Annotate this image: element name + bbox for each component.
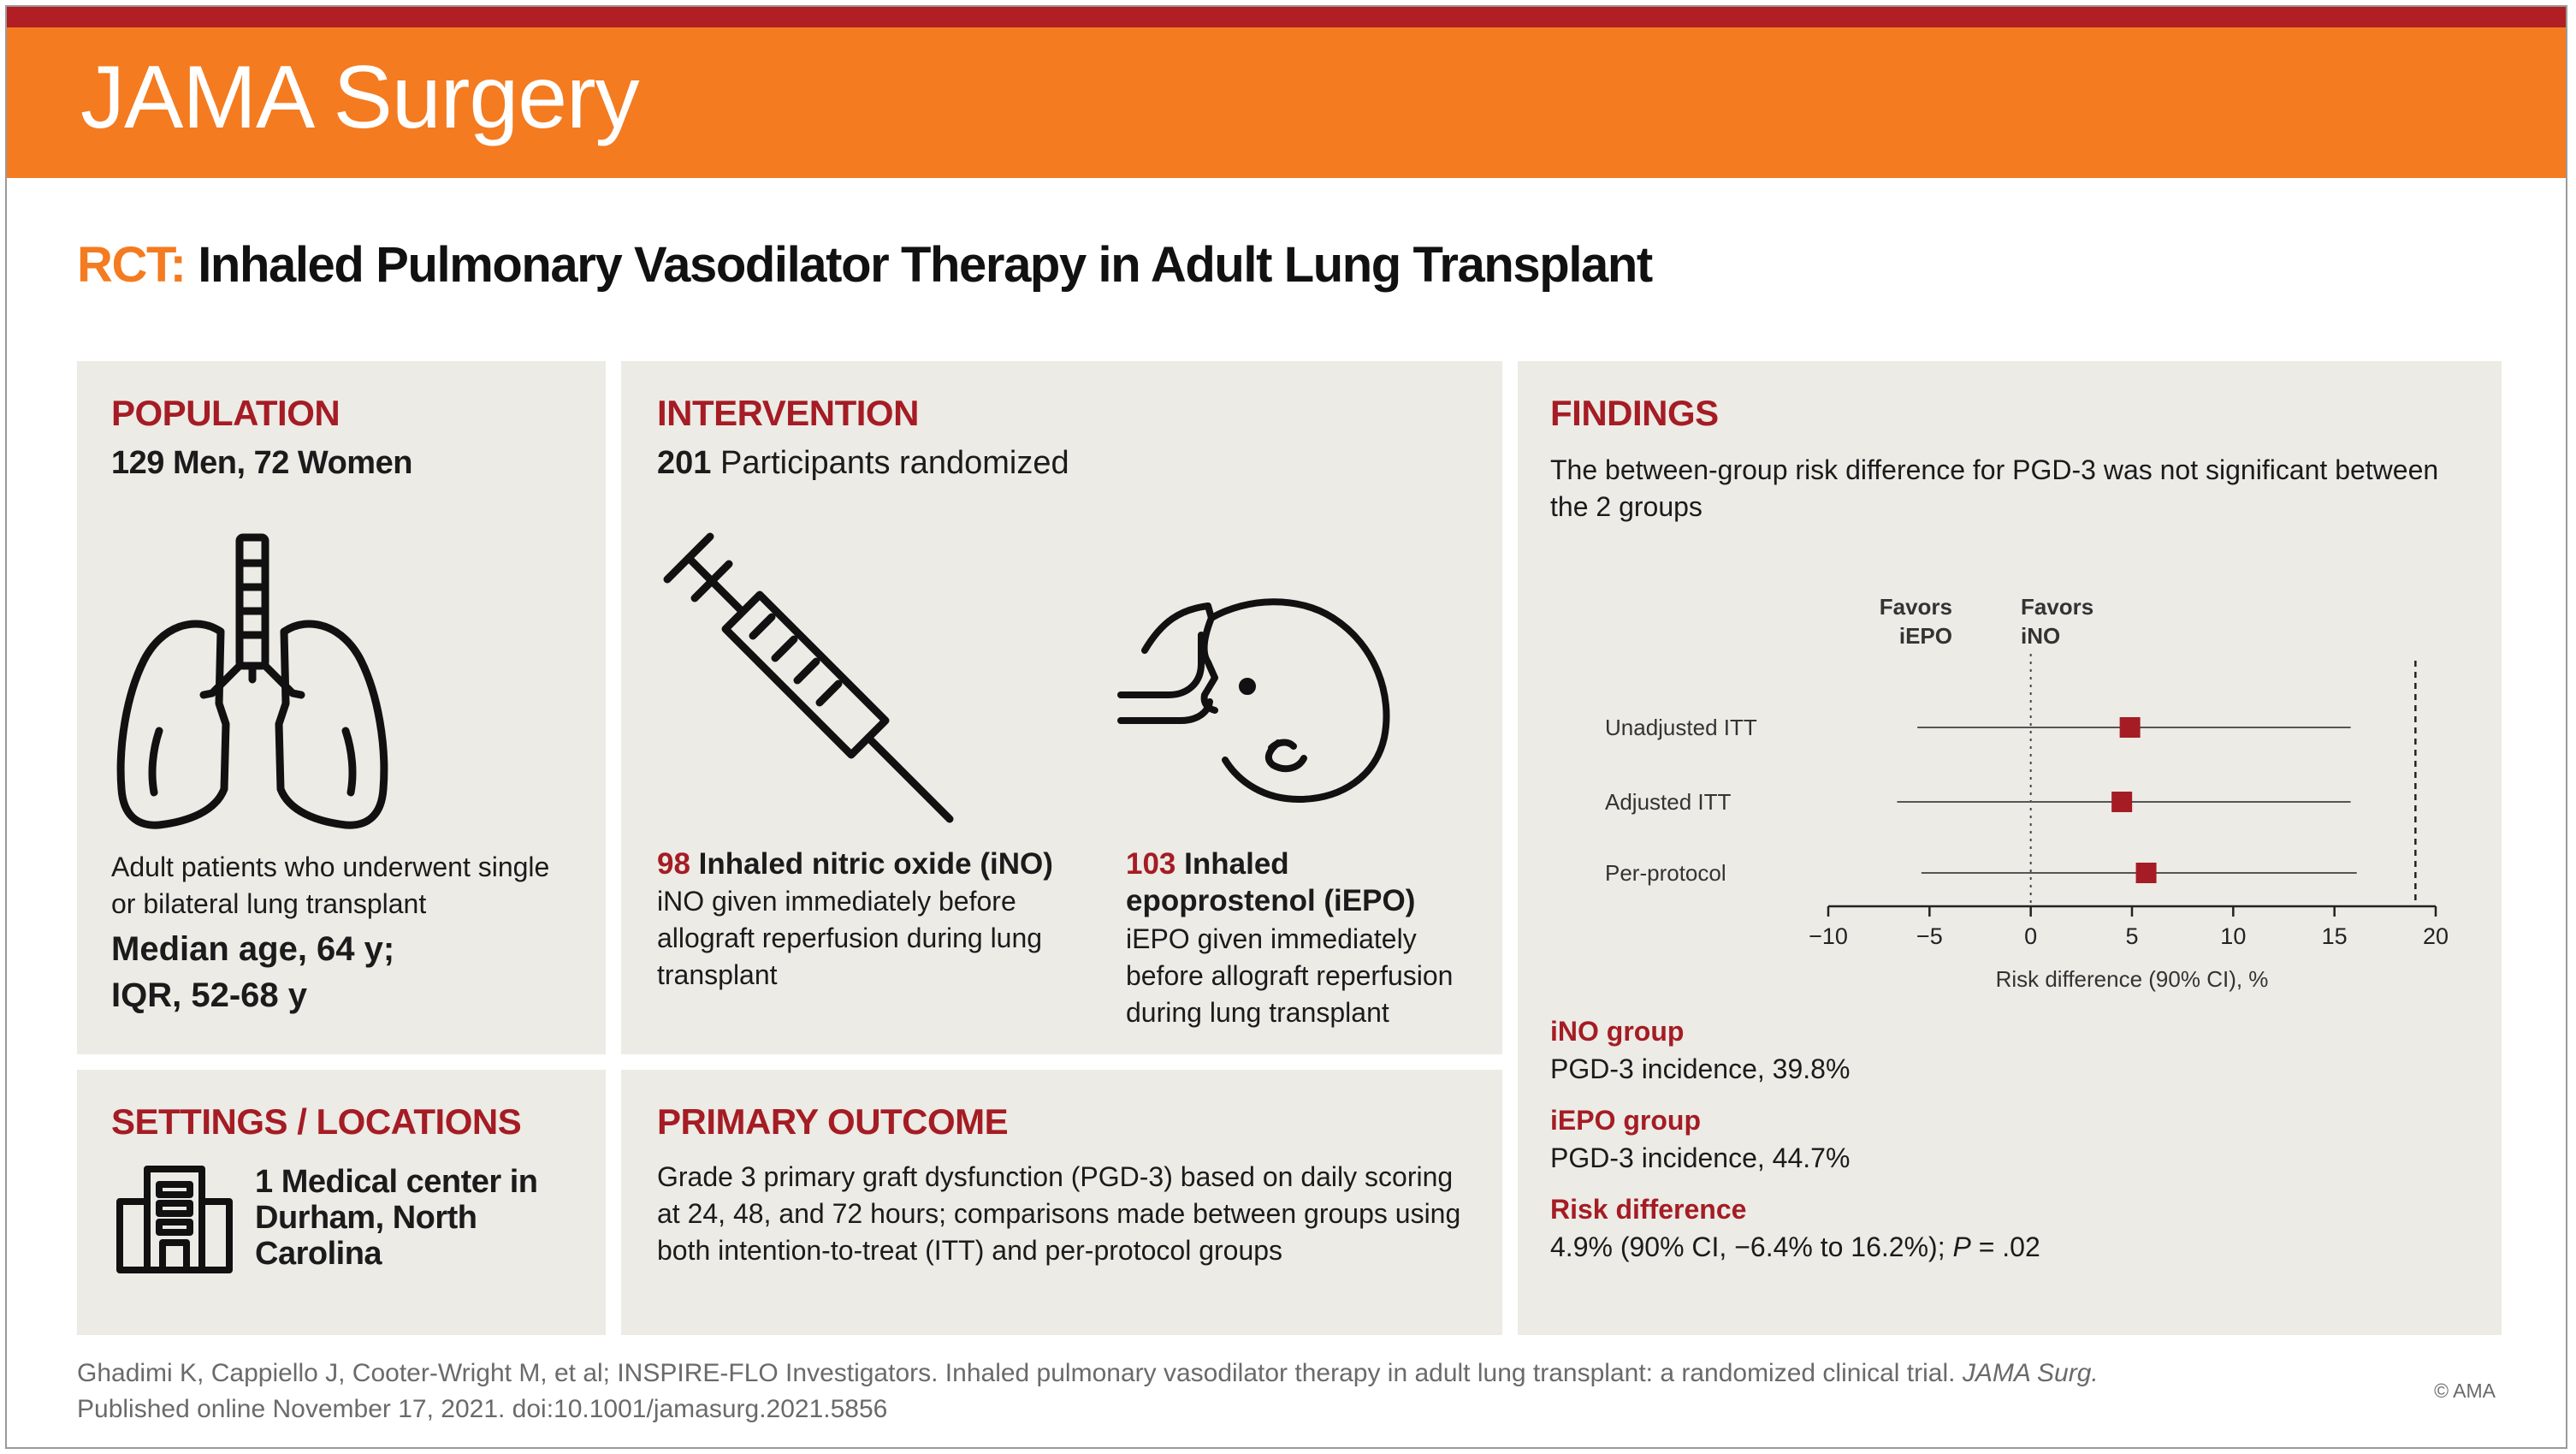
citation-published: Published online November 17, 2021. doi:10.1001/jamasurg.2021.5856	[77, 1395, 888, 1423]
page-title	[77, 238, 1652, 293]
favors-right-line1: Favors	[2021, 594, 2094, 620]
population-heading: POPULATION	[111, 393, 341, 433]
arm-ino-name: Inhaled nitric oxide (iNO)	[698, 847, 1053, 881]
x-tick-label: −10	[1809, 923, 1848, 949]
syringe-icon	[659, 528, 967, 836]
primary-outcome-heading: PRIMARY OUTCOME	[657, 1101, 1009, 1142]
group2-text: PGD-3 incidence, 44.7%	[1550, 1142, 1851, 1173]
estimate-marker	[2111, 792, 2132, 812]
risk-text-a: 4.9% (90% CI, −6.4% to 16.2%);	[1550, 1231, 1953, 1262]
arm-ino-title	[657, 846, 1053, 882]
x-tick-label: −5	[1916, 923, 1943, 949]
findings-heading: FINDINGS	[1550, 393, 1719, 433]
intervention-heading: INTERVENTION	[657, 393, 919, 433]
estimate-marker	[2136, 863, 2157, 883]
x-tick-label: 0	[2024, 923, 2038, 949]
randomized-text: Participants randomized	[720, 445, 1069, 481]
favors-right	[2021, 592, 2123, 650]
header-accent-bar	[7, 7, 2566, 27]
population-counts: 129 Men, 72 Women	[111, 445, 412, 481]
findings-summary: The between-group risk difference for PGD-3 was not significant between the 2 groups	[1550, 454, 2439, 522]
citation-journal: JAMA Surg.	[1962, 1359, 2099, 1387]
favors-left	[1868, 592, 1952, 650]
findings-panel	[1518, 361, 2502, 1335]
favors-left-line1: Favors	[1879, 594, 1952, 620]
intervention-randomized	[657, 445, 1069, 482]
title-tag: RCT:	[77, 237, 186, 293]
intervention-panel	[621, 361, 1502, 1054]
settings-panel	[77, 1070, 606, 1335]
x-tick-label: 5	[2125, 923, 2139, 949]
citation-text: Ghadimi K, Cappiello J, Cooter-Wright M, et al; INSPIRE-FLO Investigators. Inhaled pulmonary vasodilator therapy in adult lung transplant: a randomized clinical trial.	[77, 1359, 1963, 1387]
population-median-age: Median age, 64 y;	[111, 930, 395, 968]
arm-ino-description: iNO given immediately before allograft reperfusion during lung transplant	[657, 886, 1043, 990]
arm-iepo-name-1: Inhaled	[1184, 847, 1289, 881]
journal-name: JAMA Surgery	[80, 48, 639, 147]
favors-right-line2: iNO	[2021, 623, 2061, 649]
arm-ino-number: 98	[657, 847, 690, 881]
citation	[77, 1356, 2099, 1427]
lungs-icon	[111, 532, 394, 840]
favors-left-line2: iEPO	[1898, 623, 1952, 649]
copyright: © AMA	[2434, 1380, 2496, 1402]
title-text: Inhaled Pulmonary Vasodilator Therapy in Adult Lung Transplant	[198, 237, 1652, 293]
row-label: Unadjusted ITT	[1605, 715, 1757, 740]
building-icon	[115, 1164, 234, 1275]
risk-text	[1550, 1229, 2040, 1266]
settings-heading: SETTINGS / LOCATIONS	[111, 1101, 522, 1142]
risk-text-b: = .02	[1970, 1231, 2040, 1262]
arm-iepo-name-2: epoprostenol (iEPO)	[1126, 884, 1416, 917]
arm-iepo-number: 103	[1126, 847, 1176, 881]
x-tick-label: 10	[2220, 923, 2247, 949]
inhaler-face-icon	[1119, 601, 1427, 806]
x-axis-label: Risk difference (90% CI), %	[1995, 966, 2269, 992]
population-panel	[77, 361, 606, 1054]
row-label: Adjusted ITT	[1605, 789, 1732, 815]
group1-text: PGD-3 incidence, 39.8%	[1550, 1053, 1851, 1084]
arm-iepo-description: iEPO given immediately before allograft reperfusion during lung transplant	[1126, 923, 1454, 1028]
x-tick-label: 15	[2321, 923, 2348, 949]
population-description: Adult patients who underwent single or bilateral lung transplant	[111, 852, 550, 919]
primary-outcome-panel	[621, 1070, 1502, 1335]
header-banner	[7, 27, 2566, 178]
primary-outcome-text: Grade 3 primary graft dysfunction (PGD-3) based on daily scoring at 24, 48, and 72 hours; comparisons made between groups using both intention-to-treat (ITT) and per-protocol groups	[657, 1161, 1461, 1266]
row-label: Per-protocol	[1605, 860, 1726, 886]
x-tick-label: 20	[2422, 923, 2449, 949]
forest-plot	[1518, 644, 2502, 1054]
arm-iepo-title	[1126, 846, 1485, 919]
risk-label: Risk difference	[1550, 1194, 1747, 1225]
settings-location: 1 Medical center in Durham, North Carolina	[255, 1164, 538, 1272]
group2-label: iEPO group	[1550, 1105, 1701, 1136]
randomized-count: 201	[657, 445, 712, 481]
group1-label: iNO group	[1550, 1016, 1685, 1047]
estimate-marker	[2120, 717, 2141, 738]
risk-p: P	[1952, 1231, 1971, 1262]
population-iqr: IQR, 52-68 y	[111, 976, 308, 1014]
